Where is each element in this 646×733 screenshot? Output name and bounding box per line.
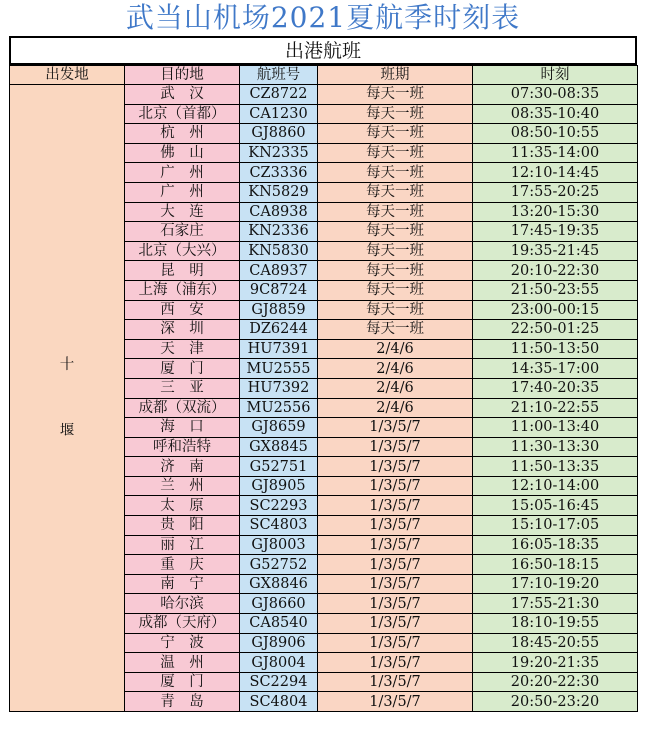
header-origin: 出发地 <box>10 66 125 85</box>
flight-no-cell: GJ8859 <box>240 300 318 320</box>
schedule-cell: 每天一班 <box>318 182 473 202</box>
time-cell: 11:50-13:50 <box>473 339 638 359</box>
destination-cell: 成都（双流） <box>125 398 240 418</box>
schedule-cell: 1/3/5/7 <box>318 594 473 614</box>
schedule-cell: 每天一班 <box>318 85 473 105</box>
destination-cell: 北京（大兴） <box>125 241 240 261</box>
schedule-cell: 1/3/5/7 <box>318 555 473 575</box>
flight-no-cell: GX8846 <box>240 574 318 594</box>
time-cell: 11:50-13:35 <box>473 457 638 477</box>
time-cell: 19:20-21:35 <box>473 653 638 673</box>
flight-no-cell: SC2294 <box>240 672 318 692</box>
time-cell: 16:05-18:35 <box>473 535 638 555</box>
schedule-cell: 1/3/5/7 <box>318 672 473 692</box>
flight-no-cell: KN2335 <box>240 143 318 163</box>
header-flight-no: 航班号 <box>240 66 318 85</box>
schedule-cell: 每天一班 <box>318 261 473 281</box>
destination-cell: 厦 门 <box>125 359 240 379</box>
destination-cell: 太 原 <box>125 496 240 516</box>
destination-cell: 兰 州 <box>125 476 240 496</box>
schedule-cell: 2/4/6 <box>318 359 473 379</box>
destination-cell: 西 安 <box>125 300 240 320</box>
flight-no-cell: DZ6244 <box>240 320 318 340</box>
header-row <box>10 66 638 85</box>
destination-cell: 杭 州 <box>125 124 240 144</box>
section-title: 出港航班 <box>9 36 637 65</box>
schedule-cell: 每天一班 <box>318 104 473 124</box>
flight-no-cell: GJ8905 <box>240 476 318 496</box>
time-cell: 12:10-14:00 <box>473 476 638 496</box>
flight-no-cell: GX8845 <box>240 437 318 457</box>
schedule-cell: 1/3/5/7 <box>318 516 473 536</box>
schedule-cell: 2/4/6 <box>318 339 473 359</box>
destination-cell: 广 州 <box>125 182 240 202</box>
time-cell: 19:35-21:45 <box>473 241 638 261</box>
schedule-cell: 1/3/5/7 <box>318 633 473 653</box>
time-cell: 15:10-17:05 <box>473 516 638 536</box>
origin-char: 堰 <box>59 423 75 439</box>
schedule-cell: 每天一班 <box>318 202 473 222</box>
flight-no-cell: G52752 <box>240 555 318 575</box>
flight-no-cell: HU7391 <box>240 339 318 359</box>
destination-cell: 海 口 <box>125 418 240 438</box>
flight-no-cell: MU2555 <box>240 359 318 379</box>
time-cell: 08:50-10:55 <box>473 124 638 144</box>
destination-cell: 石家庄 <box>125 222 240 242</box>
destination-cell: 贵 阳 <box>125 516 240 536</box>
flight-no-cell: MU2556 <box>240 398 318 418</box>
time-cell: 18:10-19:55 <box>473 614 638 634</box>
destination-cell: 厦 门 <box>125 672 240 692</box>
schedule-cell: 1/3/5/7 <box>318 457 473 477</box>
destination-cell: 重 庆 <box>125 555 240 575</box>
schedule-cell: 每天一班 <box>318 300 473 320</box>
schedule-cell: 1/3/5/7 <box>318 476 473 496</box>
schedule-cell: 1/3/5/7 <box>318 496 473 516</box>
origin-cell <box>10 85 125 712</box>
schedule-cell: 每天一班 <box>318 241 473 261</box>
time-cell: 11:00-13:40 <box>473 418 638 438</box>
header-destination: 目的地 <box>125 66 240 85</box>
schedule-cell: 每天一班 <box>318 143 473 163</box>
flight-no-cell: HU7392 <box>240 378 318 398</box>
flight-no-cell: CZ3336 <box>240 163 318 183</box>
flight-no-cell: GJ8004 <box>240 653 318 673</box>
destination-cell: 哈尔滨 <box>125 594 240 614</box>
time-cell: 17:55-20:25 <box>473 182 638 202</box>
destination-cell: 武 汉 <box>125 85 240 105</box>
flight-no-cell: CA8937 <box>240 261 318 281</box>
destination-cell: 大 连 <box>125 202 240 222</box>
destination-cell: 深 圳 <box>125 320 240 340</box>
schedule-cell: 1/3/5/7 <box>318 574 473 594</box>
time-cell: 23:00-00:15 <box>473 300 638 320</box>
destination-cell: 上海（浦东） <box>125 280 240 300</box>
schedule-cell: 每天一班 <box>318 280 473 300</box>
time-cell: 16:50-18:15 <box>473 555 638 575</box>
schedule-cell: 1/3/5/7 <box>318 437 473 457</box>
flight-no-cell: CA1230 <box>240 104 318 124</box>
time-cell: 20:10-22:30 <box>473 261 638 281</box>
schedule-cell: 每天一班 <box>318 320 473 340</box>
schedule-cell: 1/3/5/7 <box>318 418 473 438</box>
schedule-table <box>9 65 638 712</box>
schedule-cell: 每天一班 <box>318 163 473 183</box>
destination-cell: 济 南 <box>125 457 240 477</box>
header-time: 时刻 <box>473 66 638 85</box>
header-schedule: 班期 <box>318 66 473 85</box>
flight-no-cell: KN5830 <box>240 241 318 261</box>
schedule-cell: 1/3/5/7 <box>318 692 473 712</box>
time-cell: 21:50-23:55 <box>473 280 638 300</box>
time-cell: 17:55-21:30 <box>473 594 638 614</box>
schedule-cell: 每天一班 <box>318 124 473 144</box>
flight-no-cell: GJ8659 <box>240 418 318 438</box>
destination-cell: 青 岛 <box>125 692 240 712</box>
time-cell: 20:50-23:20 <box>473 692 638 712</box>
schedule-cell: 1/3/5/7 <box>318 535 473 555</box>
destination-cell: 三 亚 <box>125 378 240 398</box>
destination-cell: 宁 波 <box>125 633 240 653</box>
destination-cell: 佛 山 <box>125 143 240 163</box>
time-cell: 11:30-13:30 <box>473 437 638 457</box>
flight-no-cell: SC2293 <box>240 496 318 516</box>
schedule-cell: 每天一班 <box>318 222 473 242</box>
flight-no-cell: KN2336 <box>240 222 318 242</box>
time-cell: 11:35-14:00 <box>473 143 638 163</box>
destination-cell: 广 州 <box>125 163 240 183</box>
time-cell: 18:45-20:55 <box>473 633 638 653</box>
destination-cell: 北京（首都） <box>125 104 240 124</box>
flight-no-cell: KN5829 <box>240 182 318 202</box>
destination-cell: 南 宁 <box>125 574 240 594</box>
time-cell: 20:20-22:30 <box>473 672 638 692</box>
destination-cell: 丽 江 <box>125 535 240 555</box>
schedule-cell: 1/3/5/7 <box>318 614 473 634</box>
flight-no-cell: GJ8660 <box>240 594 318 614</box>
origin-char: 十 <box>59 357 75 373</box>
time-cell: 07:30-08:35 <box>473 85 638 105</box>
time-cell: 21:10-22:55 <box>473 398 638 418</box>
time-cell: 17:10-19:20 <box>473 574 638 594</box>
time-cell: 14:35-17:00 <box>473 359 638 379</box>
flight-no-cell: CZ8722 <box>240 85 318 105</box>
flight-no-cell: GJ8003 <box>240 535 318 555</box>
schedule-cell: 2/4/6 <box>318 378 473 398</box>
table-row <box>10 85 638 105</box>
destination-cell: 昆 明 <box>125 261 240 281</box>
time-cell: 22:50-01:25 <box>473 320 638 340</box>
destination-cell: 成都（天府） <box>125 614 240 634</box>
time-cell: 15:05-16:45 <box>473 496 638 516</box>
time-cell: 12:10-14:45 <box>473 163 638 183</box>
flight-no-cell: 9C8724 <box>240 280 318 300</box>
flight-rows <box>10 85 638 712</box>
time-cell: 17:45-19:35 <box>473 222 638 242</box>
destination-cell: 温 州 <box>125 653 240 673</box>
time-cell: 13:20-15:30 <box>473 202 638 222</box>
flight-no-cell: GJ8906 <box>240 633 318 653</box>
page-title: 武当山机场2021夏航季时刻表 <box>125 1 521 34</box>
schedule-cell: 1/3/5/7 <box>318 653 473 673</box>
destination-cell: 呼和浩特 <box>125 437 240 457</box>
time-cell: 08:35-10:40 <box>473 104 638 124</box>
time-cell: 17:40-20:35 <box>473 378 638 398</box>
flight-no-cell: G52751 <box>240 457 318 477</box>
flight-no-cell: CA8540 <box>240 614 318 634</box>
destination-cell: 天 津 <box>125 339 240 359</box>
flight-no-cell: CA8938 <box>240 202 318 222</box>
flight-no-cell: GJ8860 <box>240 124 318 144</box>
flight-no-cell: SC4804 <box>240 692 318 712</box>
flight-no-cell: SC4803 <box>240 516 318 536</box>
schedule-cell: 2/4/6 <box>318 398 473 418</box>
